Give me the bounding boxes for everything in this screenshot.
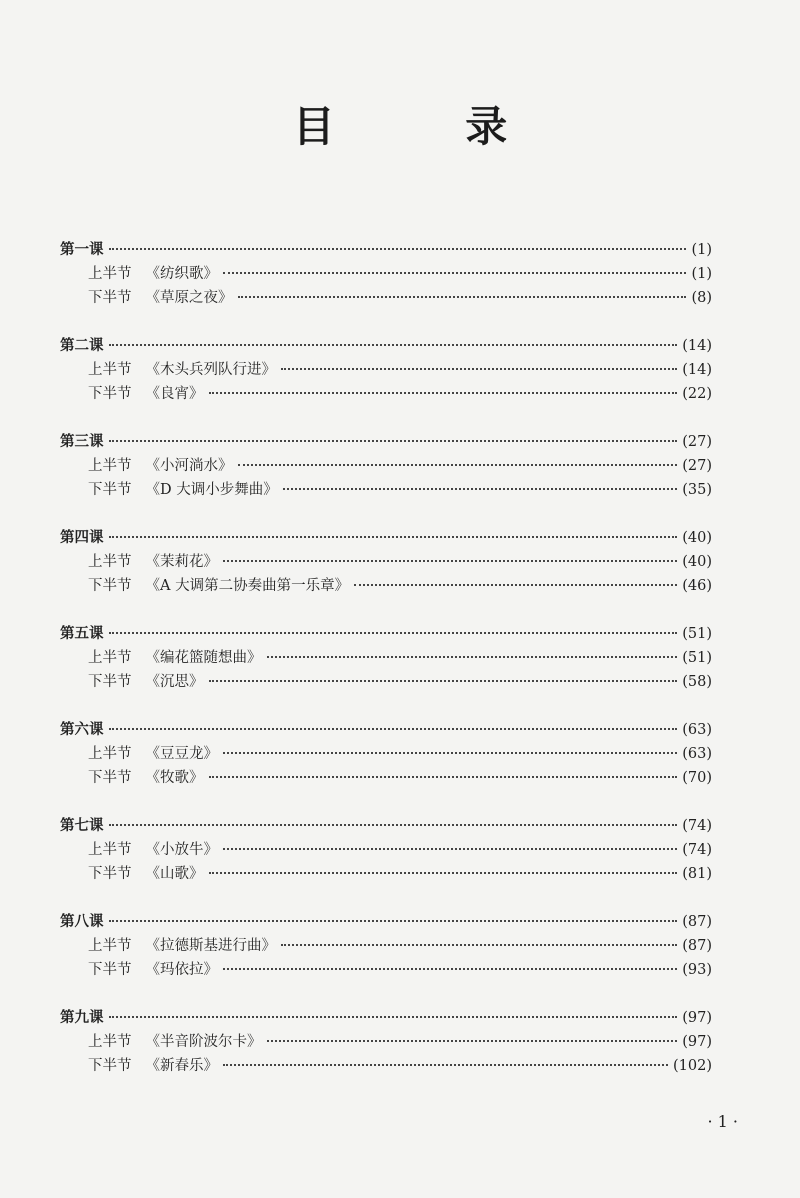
toc-section-entry[interactable] (60, 1030, 712, 1054)
page-ref: (1) (691, 242, 712, 258)
page-ref: (87) (682, 938, 712, 954)
piece-title: 《拉德斯基进行曲》 (145, 938, 276, 954)
page-ref: (93) (682, 962, 712, 978)
piece-title: 《编花篮随想曲》 (145, 650, 262, 666)
dot-leader (109, 248, 687, 250)
toc-lesson-entry[interactable] (60, 718, 712, 742)
page-ref: (63) (682, 746, 712, 762)
piece-title: 《良宵》 (145, 386, 204, 402)
lesson-block (60, 718, 712, 790)
page-ref: (27) (682, 434, 712, 450)
piece-title: 《草原之夜》 (145, 290, 233, 306)
section-label: 下半节 (88, 866, 132, 882)
section-label: 上半节 (88, 938, 132, 954)
toc-lesson-entry[interactable] (60, 910, 712, 934)
dot-leader (223, 272, 686, 274)
piece-title: 《玛依拉》 (145, 962, 218, 978)
lesson-title: 第四课 (60, 530, 104, 546)
table-of-contents (60, 238, 712, 1102)
section-label: 下半节 (88, 290, 132, 306)
piece-title: 《山歌》 (145, 866, 204, 882)
page-ref: (74) (682, 818, 712, 834)
toc-section-entry[interactable] (60, 286, 712, 310)
lesson-title: 第二课 (60, 338, 104, 354)
dot-leader (281, 368, 677, 370)
section-label: 上半节 (88, 554, 132, 570)
lesson-title: 第五课 (60, 626, 104, 642)
piece-title: 《茉莉花》 (145, 554, 218, 570)
dot-leader (267, 656, 678, 658)
page-ref: (8) (691, 290, 712, 306)
toc-section-entry[interactable] (60, 742, 712, 766)
page-ref: (97) (682, 1034, 712, 1050)
toc-section-entry[interactable] (60, 382, 712, 406)
section-label: 上半节 (88, 458, 132, 474)
dot-leader (109, 1016, 678, 1018)
toc-lesson-entry[interactable] (60, 334, 712, 358)
page-ref: (40) (682, 530, 712, 546)
section-label: 下半节 (88, 482, 132, 498)
toc-section-entry[interactable] (60, 550, 712, 574)
toc-lesson-entry[interactable] (60, 526, 712, 550)
dot-leader (223, 752, 677, 754)
toc-section-entry[interactable] (60, 934, 712, 958)
page-ref: (51) (682, 650, 712, 666)
page-ref: (46) (682, 578, 712, 594)
piece-title: 《半音阶波尔卡》 (145, 1034, 262, 1050)
section-label: 下半节 (88, 386, 132, 402)
page-number: · 1 · (707, 1112, 738, 1131)
section-label: 上半节 (88, 362, 132, 378)
dot-leader (209, 776, 678, 778)
page-ref: (81) (682, 866, 712, 882)
page-ref: (87) (682, 914, 712, 930)
dot-leader (283, 488, 678, 490)
lesson-block (60, 430, 712, 502)
piece-title: 《小河淌水》 (145, 458, 233, 474)
piece-title: 《沉思》 (145, 674, 204, 690)
toc-lesson-entry[interactable] (60, 238, 712, 262)
dot-leader (109, 824, 678, 826)
dot-leader (109, 536, 678, 538)
toc-lesson-entry[interactable] (60, 1006, 712, 1030)
page-ref: (74) (682, 842, 712, 858)
page-ref: (14) (682, 362, 712, 378)
lesson-title: 第一课 (60, 242, 104, 258)
section-label: 下半节 (88, 1058, 132, 1074)
dot-leader (209, 872, 678, 874)
toc-lesson-entry[interactable] (60, 814, 712, 838)
toc-section-entry[interactable] (60, 454, 712, 478)
page-ref: (102) (673, 1058, 712, 1074)
dot-leader (354, 584, 677, 586)
section-label: 下半节 (88, 962, 132, 978)
piece-title: 《豆豆龙》 (145, 746, 218, 762)
piece-title: 《D 大调小步舞曲》 (145, 482, 278, 498)
dot-leader (223, 1064, 668, 1066)
lesson-block (60, 526, 712, 598)
dot-leader (209, 392, 678, 394)
dot-leader (109, 440, 678, 442)
page-ref: (35) (682, 482, 712, 498)
section-label: 上半节 (88, 1034, 132, 1050)
lesson-block (60, 1006, 712, 1078)
lesson-title: 第六课 (60, 722, 104, 738)
dot-leader (223, 968, 677, 970)
page-title: 目 录 (292, 102, 566, 151)
page-ref: (51) (682, 626, 712, 642)
dot-leader (281, 944, 677, 946)
page-ref: (27) (682, 458, 712, 474)
toc-section-entry[interactable] (60, 862, 712, 886)
toc-section-entry[interactable] (60, 574, 712, 598)
piece-title: 《牧歌》 (145, 770, 204, 786)
page-ref: (70) (682, 770, 712, 786)
section-label: 上半节 (88, 266, 132, 282)
dot-leader (109, 920, 678, 922)
page-ref: (1) (691, 266, 712, 282)
lesson-title: 第八课 (60, 914, 104, 930)
lesson-title: 第七课 (60, 818, 104, 834)
dot-leader (109, 344, 678, 346)
dot-leader (223, 560, 677, 562)
piece-title: 《小放牛》 (145, 842, 218, 858)
section-label: 下半节 (88, 674, 132, 690)
lesson-block (60, 814, 712, 886)
piece-title: 《新春乐》 (145, 1058, 218, 1074)
section-label: 上半节 (88, 746, 132, 762)
toc-section-entry[interactable] (60, 262, 712, 286)
page-ref: (14) (682, 338, 712, 354)
page-ref: (97) (682, 1010, 712, 1026)
toc-lesson-entry[interactable] (60, 430, 712, 454)
piece-title: 《A 大调第二协奏曲第一乐章》 (145, 578, 350, 594)
page-ref: (58) (682, 674, 712, 690)
toc-section-entry[interactable] (60, 670, 712, 694)
page-ref: (22) (682, 386, 712, 402)
page-ref: (63) (682, 722, 712, 738)
toc-section-entry[interactable] (60, 766, 712, 790)
dot-leader (223, 848, 677, 850)
lesson-block (60, 334, 712, 406)
toc-section-entry[interactable] (60, 478, 712, 502)
toc-section-entry[interactable] (60, 958, 712, 982)
lesson-title: 第三课 (60, 434, 104, 450)
toc-section-entry[interactable] (60, 1054, 712, 1078)
dot-leader (209, 680, 678, 682)
piece-title: 《木头兵列队行进》 (145, 362, 276, 378)
toc-section-entry[interactable] (60, 646, 712, 670)
lesson-block (60, 238, 712, 310)
lesson-title: 第九课 (60, 1010, 104, 1026)
section-label: 下半节 (88, 770, 132, 786)
section-label: 上半节 (88, 650, 132, 666)
dot-leader (267, 1040, 678, 1042)
toc-section-entry[interactable] (60, 358, 712, 382)
dot-leader (238, 464, 678, 466)
lesson-block (60, 910, 712, 982)
dot-leader (109, 632, 678, 634)
piece-title: 《纺织歌》 (145, 266, 218, 282)
dot-leader (238, 296, 687, 298)
toc-section-entry[interactable] (60, 838, 712, 862)
lesson-block (60, 622, 712, 694)
dot-leader (109, 728, 678, 730)
page-ref: (40) (682, 554, 712, 570)
section-label: 上半节 (88, 842, 132, 858)
toc-lesson-entry[interactable] (60, 622, 712, 646)
section-label: 下半节 (88, 578, 132, 594)
